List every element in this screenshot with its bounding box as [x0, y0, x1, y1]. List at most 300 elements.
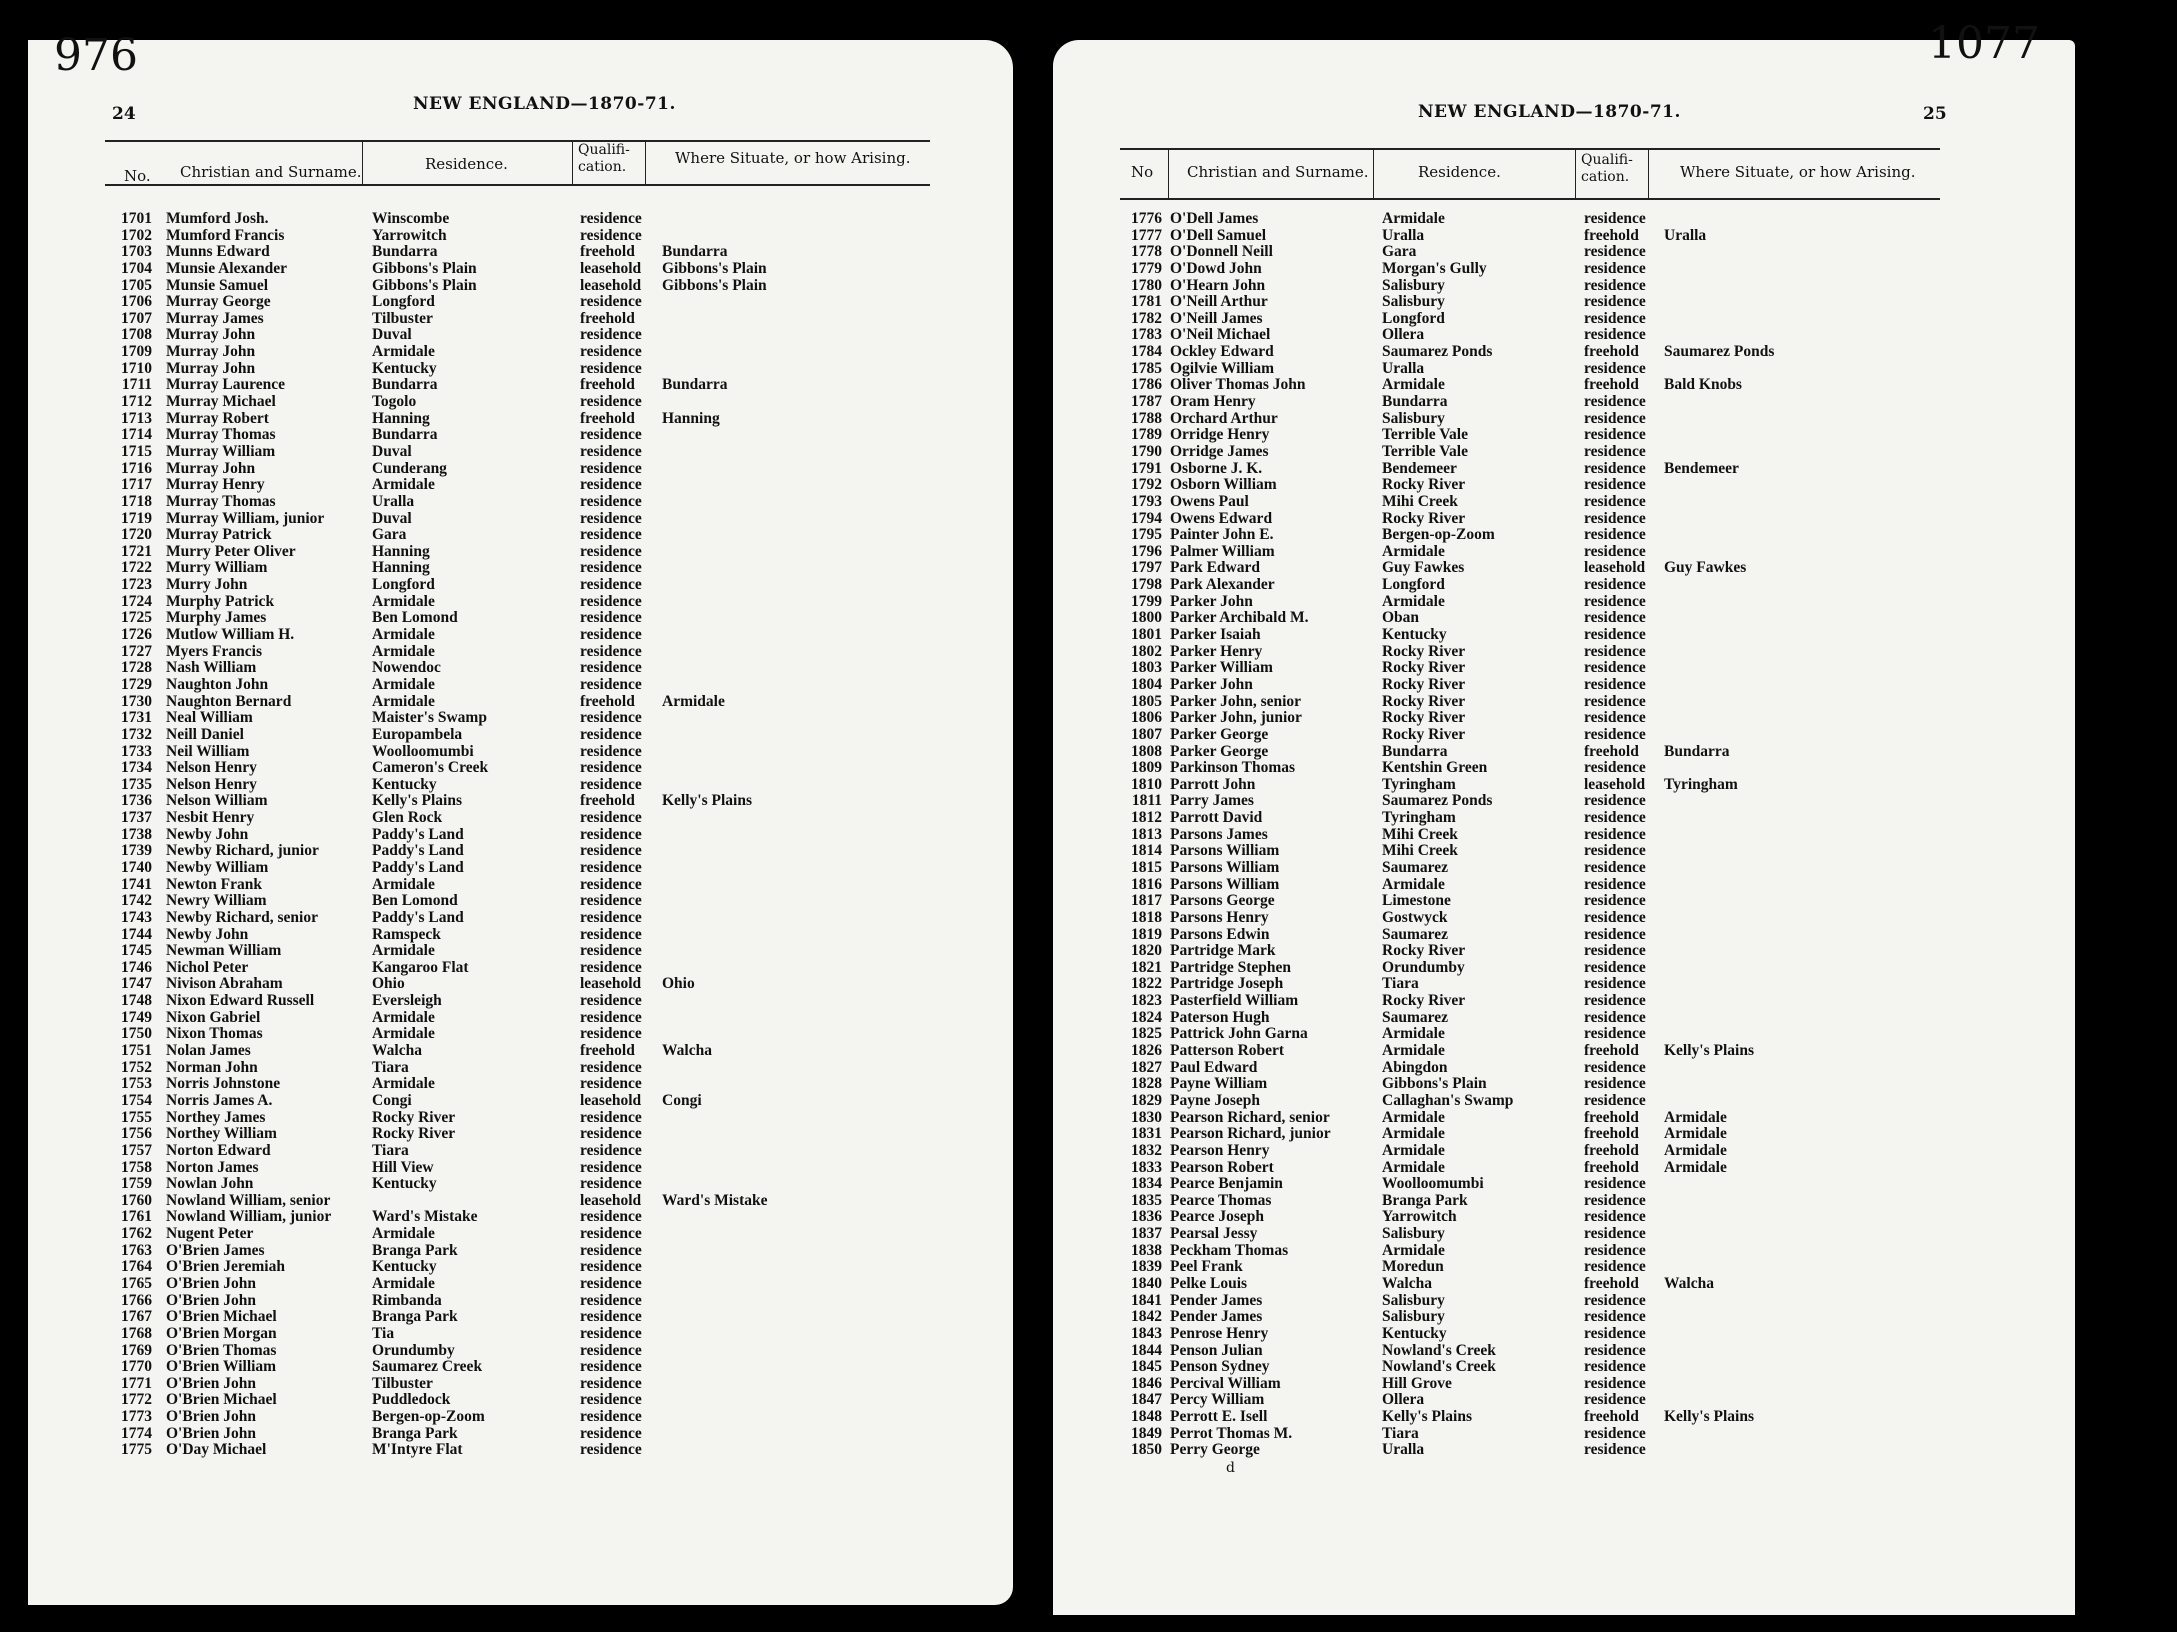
entry-residence: Yarrowitch: [1382, 1208, 1457, 1226]
entry-residence: Terrible Vale: [1382, 442, 1468, 460]
entry-number: 1798: [1131, 576, 1162, 594]
entry-number: 1755: [121, 1108, 152, 1126]
entry-name: Parkinson Thomas: [1170, 759, 1296, 777]
entry-qualification: residence: [580, 1408, 642, 1426]
entry-qualification: freehold: [580, 409, 635, 427]
entry-where-situate: Gibbons's Plain: [662, 259, 767, 277]
entry-where-situate: [662, 843, 862, 860]
entry-name: Newry William: [166, 892, 267, 910]
entry-residence: Woolloomumbi: [1382, 1175, 1484, 1193]
entry-residence: Togolo: [372, 393, 417, 411]
entry-where-situate: [1664, 793, 1854, 810]
entry-name: Oram Henry: [1170, 393, 1256, 411]
entry-where-situate: [662, 1160, 862, 1177]
entry-qualification: residence: [580, 1141, 642, 1159]
entry-qualification: residence: [580, 210, 642, 227]
entry-qualification: residence: [580, 1308, 642, 1326]
entry-qualification: residence: [580, 526, 642, 544]
entry-number: 1776: [1131, 210, 1162, 227]
entry-residence: Guy Fawkes: [1382, 559, 1465, 577]
entry-qualification: residence: [580, 858, 642, 876]
right-header-residence: Residence.: [1418, 163, 1501, 181]
entry-number: 1780: [1131, 276, 1162, 294]
entry-name: Peckham Thomas: [1170, 1241, 1289, 1259]
entry-qualification: residence: [1584, 542, 1646, 560]
entry-qualification: residence: [580, 442, 642, 460]
entry-qualification: residence: [580, 492, 642, 510]
entry-where-situate: [1664, 727, 1854, 744]
entry-residence: Armidale: [1382, 875, 1445, 893]
entry-number: 1818: [1131, 908, 1162, 926]
right-where-column: [1664, 211, 1854, 1459]
entry-qualification: residence: [580, 609, 642, 627]
entry-number: 1835: [1131, 1191, 1162, 1209]
entry-number: 1709: [121, 343, 152, 361]
entry-number: 1722: [121, 559, 152, 577]
entry-name: Pasterfield William: [1170, 992, 1299, 1010]
entry-qualification: residence: [1584, 626, 1646, 644]
entry-qualification: residence: [580, 925, 642, 943]
entry-qualification: residence: [580, 1358, 642, 1376]
entry-where-situate: Bundarra: [662, 376, 728, 394]
entry-where-situate: [662, 444, 862, 461]
entry-residence: Rocky River: [1382, 992, 1466, 1010]
entry-residence: Saumarez Ponds: [1382, 343, 1493, 361]
entry-number: 1805: [1131, 692, 1162, 710]
entry-name: Nowland William, junior: [166, 1208, 332, 1226]
entry-name: Owens Paul: [1170, 492, 1249, 510]
entry-name: Partridge Joseph: [1170, 975, 1284, 993]
entry-where-situate: [1664, 394, 1854, 411]
entry-number: 1721: [121, 542, 152, 560]
entry-residence: Kangaroo Flat: [372, 958, 469, 976]
entry-number: 1799: [1131, 592, 1162, 610]
entry-residence: Rocky River: [1382, 692, 1466, 710]
entry-name: Parker Isaiah: [1170, 626, 1261, 644]
entry-where-situate: [662, 1293, 862, 1310]
entry-qualification: residence: [1584, 1025, 1646, 1043]
entry-qualification: residence: [1584, 243, 1646, 261]
entry-qualification: residence: [580, 1158, 642, 1176]
entry-name: Percival William: [1170, 1374, 1281, 1392]
entry-residence: Bundarra: [1382, 742, 1448, 760]
entry-number: 1731: [121, 709, 152, 727]
entry-qualification: leasehold: [580, 276, 642, 294]
entry-qualification: residence: [580, 875, 642, 893]
entry-where-situate: Walcha: [1664, 1275, 1714, 1292]
entry-where-situate: [1664, 327, 1854, 344]
entry-qualification: freehold: [1584, 1408, 1639, 1426]
entry-residence: Salisbury: [1382, 1308, 1445, 1326]
entry-number: 1775: [121, 1441, 152, 1459]
entry-qualification: residence: [1584, 1225, 1646, 1243]
entry-where-situate: Bald Knobs: [1664, 376, 1742, 394]
entry-qualification: residence: [1584, 210, 1646, 227]
entry-name: Pelke Louis: [1170, 1275, 1248, 1292]
entry-where-situate: [662, 1326, 862, 1343]
entry-qualification: residence: [580, 908, 642, 926]
entry-number: 1815: [1131, 858, 1162, 876]
entry-name: Mumford Josh.: [166, 210, 269, 227]
entry-name: Oliver Thomas John: [1170, 376, 1306, 394]
right-page-footer-mark: d: [1226, 1460, 1235, 1476]
entry-where-situate: [662, 677, 862, 694]
entry-qualification: freehold: [580, 376, 635, 394]
entry-residence: Eversleigh: [372, 992, 442, 1010]
entry-qualification: residence: [1584, 825, 1646, 843]
left-running-title: NEW ENGLAND—1870-71.: [413, 94, 676, 114]
entry-name: Pattrick John Garna: [1170, 1025, 1308, 1043]
entry-qualification: residence: [580, 226, 642, 244]
entry-where-situate: Kelly's Plains: [1664, 1408, 1754, 1426]
entry-qualification: residence: [1584, 709, 1646, 727]
entry-qualification: residence: [1584, 858, 1646, 876]
entry-where-situate: [662, 327, 862, 344]
entry-name: Murray William, junior: [166, 509, 325, 527]
entry-number: 1840: [1131, 1275, 1162, 1292]
entry-number: 1728: [121, 659, 152, 677]
entry-number: 1714: [121, 426, 152, 444]
entry-where-situate: Armidale: [1664, 1108, 1727, 1126]
entry-where-situate: [662, 427, 862, 444]
entry-name: Partridge Mark: [1170, 942, 1276, 960]
entry-qualification: residence: [1584, 1058, 1646, 1076]
entry-where-situate: [662, 361, 862, 378]
entry-name: Perrot Thomas M.: [1170, 1424, 1293, 1442]
entry-residence: Ben Lomond: [372, 892, 458, 910]
entry-number: 1747: [121, 975, 152, 993]
entry-number: 1836: [1131, 1208, 1162, 1226]
entry-residence: Branga Park: [372, 1241, 458, 1259]
left-header-top-rule: [105, 140, 930, 142]
entry-name: O'Brien John: [166, 1424, 257, 1442]
entry-residence: Mihi Creek: [1382, 842, 1458, 860]
entry-name: O'Donnell Neill: [1170, 243, 1273, 261]
entry-residence: Saumarez Creek: [372, 1358, 483, 1376]
entry-residence: Tiara: [1382, 975, 1419, 993]
entry-qualification: residence: [1584, 809, 1646, 827]
entry-number: 1811: [1131, 792, 1162, 810]
entry-where-situate: [662, 1309, 862, 1326]
entry-number: 1804: [1131, 675, 1162, 693]
entry-qualification: residence: [580, 326, 642, 344]
entry-name: Murray Patrick: [166, 526, 272, 544]
entry-residence: Bendemeer: [1382, 459, 1457, 477]
entry-qualification: residence: [1584, 942, 1646, 960]
left-qualification-column: [580, 211, 660, 1459]
entry-where-situate: [662, 461, 862, 478]
entry-residence: Kentucky: [1382, 1324, 1447, 1342]
entry-name: Myers Francis: [166, 642, 262, 660]
entry-number: 1796: [1131, 542, 1162, 560]
entry-where-situate: [662, 577, 862, 594]
entry-name: Parsons William: [1170, 858, 1280, 876]
entry-name: Osborne J. K.: [1170, 459, 1263, 477]
entry-where-situate: [662, 943, 862, 960]
entry-residence: Armidale: [372, 692, 435, 710]
entry-where-situate: [662, 394, 862, 411]
entry-where-situate: [662, 228, 862, 245]
entry-qualification: freehold: [1584, 343, 1639, 361]
entry-where-situate: [1664, 577, 1854, 594]
right-folio-stamp: 1077: [1928, 18, 2040, 69]
entry-residence: Rocky River: [1382, 642, 1466, 660]
entry-where-situate: [662, 727, 862, 744]
entry-where-situate: [1664, 1076, 1854, 1093]
entry-qualification: residence: [580, 393, 642, 411]
right-page-number: 25: [1923, 104, 1947, 124]
entry-number: 1734: [121, 759, 152, 777]
entry-name: Parsons James: [1170, 825, 1268, 843]
entry-residence: Salisbury: [1382, 1291, 1445, 1309]
entry-qualification: freehold: [580, 792, 635, 810]
entry-residence: Armidale: [372, 1225, 435, 1243]
entry-name: Park Alexander: [1170, 576, 1275, 594]
right-header-divider: [1648, 150, 1649, 198]
entry-residence: Armidale: [372, 476, 435, 494]
entry-residence: Tiara: [372, 1058, 409, 1076]
entry-name: Nowlan John: [166, 1175, 254, 1193]
entry-number: 1705: [121, 276, 152, 294]
entry-number: 1768: [121, 1324, 152, 1342]
entry-qualification: residence: [1584, 309, 1646, 327]
entry-qualification: residence: [580, 1075, 642, 1093]
entry-qualification: residence: [1584, 675, 1646, 693]
entry-name: O'Brien William: [166, 1358, 277, 1376]
entry-residence: Puddledock: [372, 1391, 451, 1409]
entry-qualification: leasehold: [580, 1091, 642, 1109]
entry-residence: Nowendoc: [372, 659, 441, 677]
entry-where-situate: [1664, 1293, 1854, 1310]
entry-where-situate: Kelly's Plains: [1664, 1042, 1754, 1060]
entry-qualification: residence: [580, 942, 642, 960]
entry-number: 1749: [121, 1008, 152, 1026]
entry-qualification: residence: [580, 459, 642, 477]
entry-where-situate: [662, 644, 862, 661]
entry-residence: Armidale: [1382, 1141, 1445, 1159]
entry-qualification: residence: [1584, 359, 1646, 377]
entry-name: Pearce Benjamin: [1170, 1175, 1283, 1193]
entry-name: Peel Frank: [1170, 1258, 1243, 1276]
entry-residence: Limestone: [1382, 892, 1451, 910]
entry-residence: Bundarra: [372, 243, 438, 261]
entry-number: 1781: [1131, 293, 1162, 311]
entry-name: Nelson Henry: [166, 759, 257, 777]
entry-residence: Kentshin Green: [1382, 759, 1488, 777]
entry-qualification: residence: [580, 675, 642, 693]
entry-qualification: residence: [580, 725, 642, 743]
entry-where-situate: [662, 1176, 862, 1193]
entry-where-situate: Bundarra: [1664, 742, 1730, 760]
entry-residence: Armidale: [1382, 1241, 1445, 1259]
entry-where-situate: [662, 1409, 862, 1426]
entry-number: 1730: [121, 692, 152, 710]
entry-qualification: residence: [1584, 492, 1646, 510]
entry-residence: Rocky River: [1382, 659, 1466, 677]
entry-where-situate: [1664, 1193, 1854, 1210]
entry-where-situate: [662, 1343, 862, 1360]
entry-number: 1756: [121, 1125, 152, 1143]
entry-where-situate: Ward's Mistake: [662, 1191, 768, 1209]
entry-residence: Armidale: [372, 675, 435, 693]
entry-number: 1720: [121, 526, 152, 544]
entry-qualification: residence: [1584, 975, 1646, 993]
right-qualification-column: [1584, 211, 1660, 1459]
entry-residence: Orundumby: [1382, 958, 1465, 976]
entry-where-situate: [662, 311, 862, 328]
entry-qualification: residence: [580, 775, 642, 793]
entry-qualification: residence: [1584, 409, 1646, 427]
entry-name: Parry James: [1170, 792, 1254, 810]
entry-qualification: freehold: [1584, 1125, 1639, 1143]
entry-residence: Nowland's Creek: [1382, 1341, 1496, 1359]
entry-name: Munsie Alexander: [166, 259, 287, 277]
entry-name: O'Brien Jeremiah: [166, 1258, 285, 1276]
entry-where-situate: [662, 211, 862, 228]
entry-residence: Bundarra: [372, 376, 438, 394]
entry-qualification: residence: [580, 1258, 642, 1276]
entry-name: Nelson Henry: [166, 775, 257, 793]
entry-where-situate: [1664, 511, 1854, 528]
entry-where-situate: [662, 1110, 862, 1127]
entry-qualification: residence: [580, 1391, 642, 1409]
entry-name: Norman John: [166, 1058, 258, 1076]
entry-number: 1833: [1131, 1158, 1162, 1176]
entry-residence: Walcha: [372, 1042, 422, 1060]
entry-name: O'Neill James: [1170, 309, 1263, 327]
entry-number: 1739: [121, 842, 152, 860]
left-header-name: Christian and Surname.: [180, 163, 362, 181]
entry-name: Penson Sydney: [1170, 1358, 1270, 1376]
entry-number: 1754: [121, 1091, 152, 1109]
entry-qualification: residence: [580, 1025, 642, 1043]
entry-where-situate: [1664, 1392, 1854, 1409]
entry-residence: Rocky River: [372, 1108, 456, 1126]
entry-name: Northey William: [166, 1125, 277, 1143]
right-header-name: Christian and Surname.: [1187, 163, 1369, 181]
entry-name: O'Brien Morgan: [166, 1324, 277, 1342]
entry-qualification: leasehold: [580, 259, 642, 277]
right-header-qualification: Qualifi- cation.: [1581, 152, 1633, 185]
entry-number: 1809: [1131, 759, 1162, 777]
left-header-no: No.: [124, 167, 151, 185]
entry-qualification: residence: [580, 1441, 642, 1459]
entry-name: Murray William: [166, 442, 276, 460]
entry-where-situate: [662, 1026, 862, 1043]
entry-name: Norris James A.: [166, 1091, 273, 1109]
entry-residence: Longford: [372, 293, 435, 311]
entry-residence: Paddy's Land: [372, 908, 464, 926]
left-where-column: [662, 211, 862, 1459]
entry-qualification: residence: [1584, 442, 1646, 460]
entry-qualification: residence: [580, 759, 642, 777]
entry-where-situate: [1664, 677, 1854, 694]
entry-residence: Hanning: [372, 542, 430, 560]
entry-qualification: residence: [1584, 276, 1646, 294]
entry-name: Pearson Henry: [1170, 1141, 1270, 1159]
entry-qualification: residence: [580, 343, 642, 361]
entry-residence: Armidale: [372, 626, 435, 644]
entry-number: 1842: [1131, 1308, 1162, 1326]
entry-qualification: residence: [1584, 1291, 1646, 1309]
entry-name: Naughton John: [166, 675, 269, 693]
entry-where-situate: [1664, 1226, 1854, 1243]
entry-qualification: residence: [580, 1424, 642, 1442]
entry-name: Parsons Edwin: [1170, 925, 1270, 943]
entry-number: 1813: [1131, 825, 1162, 843]
entry-where-situate: [1664, 694, 1854, 711]
entry-residence: Armidale: [1382, 1125, 1445, 1143]
entry-name: Nelson William: [166, 792, 268, 810]
entry-residence: Mihi Creek: [1382, 825, 1458, 843]
entry-number: 1742: [121, 892, 152, 910]
entry-where-situate: Guy Fawkes: [1664, 559, 1747, 577]
entry-number: 1827: [1131, 1058, 1162, 1076]
entry-number: 1834: [1131, 1175, 1162, 1193]
entry-name: Perry George: [1170, 1441, 1260, 1459]
entry-residence: Bundarra: [1382, 393, 1448, 411]
entry-where-situate: [1664, 411, 1854, 428]
entry-name: Murray Thomas: [166, 492, 276, 510]
entry-number: 1837: [1131, 1225, 1162, 1243]
entry-name: Mumford Francis: [166, 226, 285, 244]
left-residence-column: [372, 211, 572, 1459]
entry-number: 1704: [121, 259, 152, 277]
entry-where-situate: Kelly's Plains: [662, 792, 752, 810]
entry-where-situate: [662, 993, 862, 1010]
entry-where-situate: [1664, 1326, 1854, 1343]
entry-residence: Paddy's Land: [372, 858, 464, 876]
entry-number: 1789: [1131, 426, 1162, 444]
entry-name: Nivison Abraham: [166, 975, 283, 993]
entry-residence: Uralla: [1382, 359, 1425, 377]
entry-name: Pearson Richard, junior: [1170, 1125, 1331, 1143]
entry-qualification: residence: [580, 1058, 642, 1076]
entry-qualification: residence: [1584, 1308, 1646, 1326]
entry-name: Parker Archibald M.: [1170, 609, 1309, 627]
entry-name: Orchard Arthur: [1170, 409, 1278, 427]
entry-residence: Gara: [372, 526, 407, 544]
entry-residence: Armidale: [1382, 376, 1445, 394]
entry-number: 1708: [121, 326, 152, 344]
entry-name: Nixon Thomas: [166, 1025, 263, 1043]
entry-where-situate: [662, 1359, 862, 1376]
entry-number: 1719: [121, 509, 152, 527]
entry-name: Northey James: [166, 1108, 266, 1126]
right-header-no: No: [1131, 163, 1154, 181]
entry-qualification: residence: [580, 1291, 642, 1309]
entry-where-situate: [1664, 610, 1854, 627]
entry-number: 1738: [121, 825, 152, 843]
entry-residence: Morgan's Gully: [1382, 259, 1487, 277]
entry-residence: Paddy's Land: [372, 825, 464, 843]
entry-residence: Kentucky: [372, 359, 437, 377]
entry-number: 1710: [121, 359, 152, 377]
entry-name: Murray James: [166, 309, 264, 327]
entry-where-situate: [1664, 660, 1854, 677]
entry-name: Murray John: [166, 359, 256, 377]
entry-residence: Branga Park: [1382, 1191, 1468, 1209]
entry-where-situate: [1664, 1376, 1854, 1393]
left-header-where: Where Situate, or how Arising.: [675, 149, 911, 167]
entry-where-situate: [1664, 1426, 1854, 1443]
entry-number: 1843: [1131, 1324, 1162, 1342]
entry-name: Munns Edward: [166, 243, 270, 261]
entry-qualification: residence: [580, 1108, 642, 1126]
entry-where-situate: [1664, 893, 1854, 910]
right-header-divider: [1168, 150, 1169, 198]
entry-number: 1810: [1131, 775, 1162, 793]
